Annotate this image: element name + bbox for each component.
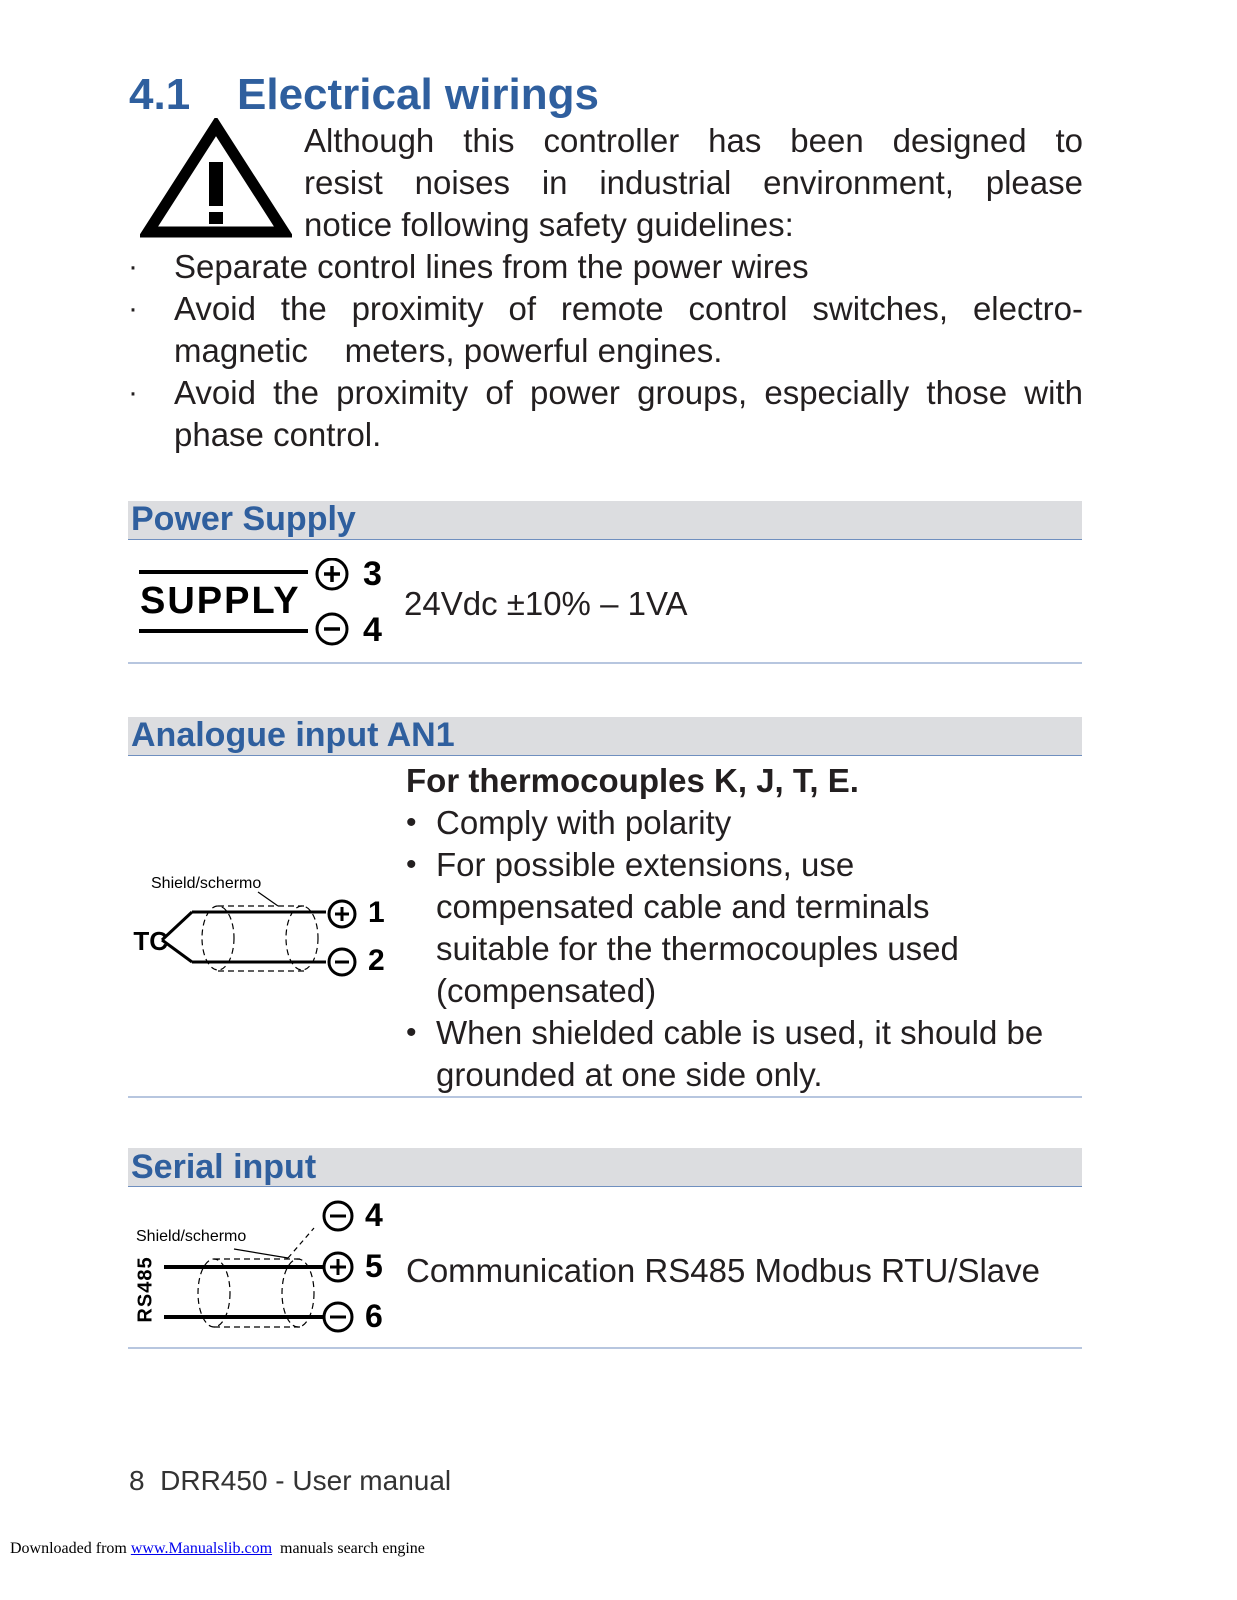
an1-bullet-2-line-4: (compensated): [436, 972, 657, 1009]
download-notice: [10, 1540, 425, 1558]
terminal-6: 6: [365, 1298, 383, 1334]
terminal-2: 2: [368, 944, 385, 977]
an1-bullet-3-line-1: When shielded cable is used, it should be: [436, 1014, 1044, 1051]
shield-label: Shield/schermo: [151, 875, 262, 892]
analogue-input-title: Analogue input AN1: [131, 716, 455, 754]
supply-spec: 24Vdc ±10% – 1VA: [404, 585, 688, 622]
download-suffix: manuals search engine: [272, 1540, 425, 1557]
thermocouple-heading: For thermocouples K, J, T, E.: [406, 762, 859, 799]
intro-line-3: notice following safety guidelines:: [304, 206, 794, 243]
an1-bullet-1: Comply with polarity: [436, 804, 732, 841]
warning-icon: [140, 118, 292, 240]
terminal-4: 4: [363, 611, 382, 649]
guideline-2-line-1: Avoid the proximity of remote control switches, electro-: [174, 290, 1083, 327]
rs485-label: RS485: [134, 1256, 157, 1323]
section-divider: [128, 1347, 1082, 1349]
page-number: 8: [129, 1465, 145, 1496]
section-number: 4.1: [129, 70, 191, 119]
an1-bullet-3-line-2: grounded at one side only.: [436, 1056, 823, 1093]
an1-bullet-2-line-3: suitable for the thermocouples used: [436, 930, 959, 967]
shield-label: Shield/schermo: [136, 1228, 247, 1245]
bullet-marker: •: [406, 806, 417, 839]
document-name: DRR450 - User manual: [160, 1465, 452, 1496]
tc-label: TC: [133, 926, 168, 956]
intro-line-2: resist noises in industrial environment, please: [304, 164, 1083, 201]
supply-label: SUPPLY: [140, 580, 301, 622]
guideline-3-line-2: phase control.: [174, 416, 382, 453]
bullet-marker: ·: [128, 376, 138, 409]
power-supply-title: Power Supply: [131, 500, 356, 538]
bullet-marker: ·: [128, 292, 138, 325]
guideline-3-line-1: Avoid the proximity of power groups, especially those with: [174, 374, 1083, 411]
an1-bullet-2-line-2: compensated cable and terminals: [436, 888, 930, 925]
intro-line-1: Although this controller has been designed to: [304, 122, 1083, 159]
terminal-1: 1: [368, 896, 385, 929]
download-prefix: Downloaded from: [10, 1540, 131, 1557]
bullet-marker: ·: [128, 250, 138, 283]
terminal-4-serial: 4: [365, 1197, 383, 1233]
terminal-5: 5: [365, 1248, 383, 1284]
serial-input-title: Serial input: [131, 1148, 317, 1186]
section-divider: [128, 1096, 1082, 1098]
serial-description: Communication RS485 Modbus RTU/Slave: [406, 1252, 1041, 1289]
page-title: Electrical wirings: [237, 70, 599, 119]
guideline-1: Separate control lines from the power wires: [174, 248, 809, 285]
rs485-wiring-diagram: [128, 1196, 390, 1336]
bullet-marker: •: [406, 848, 417, 881]
manualslib-link[interactable]: www.Manualslib.com: [130, 1540, 273, 1557]
terminal-3: 3: [363, 555, 382, 593]
an1-bullet-2-line-1: For possible extensions, use: [436, 846, 855, 883]
page-footer: [129, 1465, 451, 1497]
section-divider: [128, 662, 1082, 664]
bullet-marker: •: [406, 1016, 417, 1049]
guideline-2-line-2: magnetic meters, powerful engines.: [174, 332, 723, 369]
